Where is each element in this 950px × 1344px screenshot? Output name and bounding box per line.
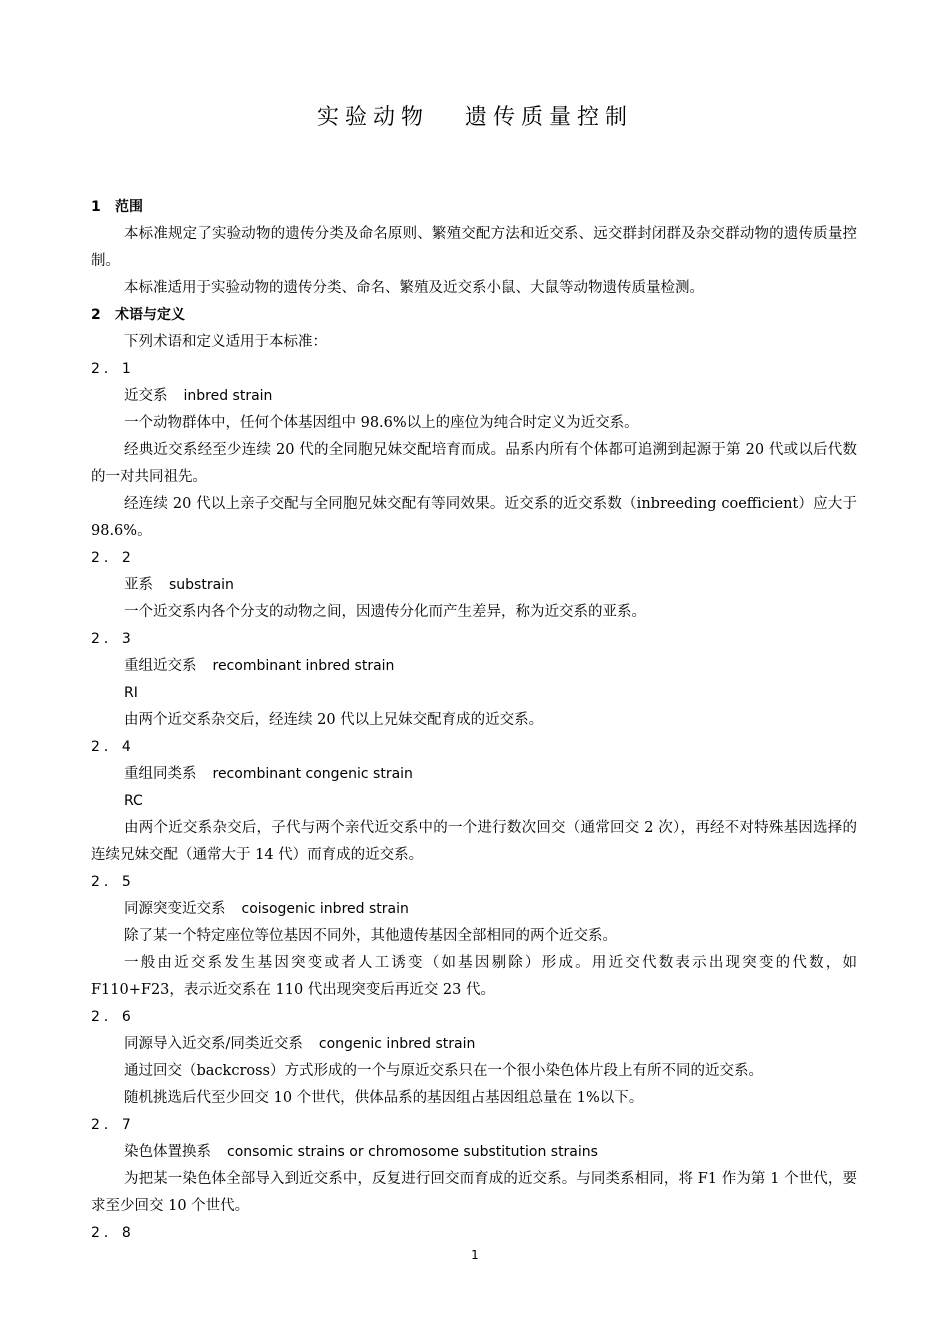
- section-2-intro: 下列术语和定义适用于本标准：: [124, 334, 327, 350]
- term-2-4-paragraph-1: 由两个近交系杂交后，子代与两个亲代近交系中的一个进行数次回交（通常回交 2 次），再经不对特殊基因选择的连续兄妹交配（通常大于 14 代）而育成的近交系。: [91, 820, 857, 863]
- term-2-6-paragraph-1: 通过回交（backcross）方式形成的一个与原近交系只在一个很小染色体片段上有所不同的近交系。: [124, 1063, 763, 1079]
- term-2-3-paragraph-1: 由两个近交系杂交后，经连续 20 代以上兄妹交配育成的近交系。: [124, 712, 544, 728]
- term-2-7-paragraph-1: 为把某一染色体全部导入到近交系中，反复进行回交而育成的近交系。与同类系相同，将 F1 作为第 1 个世代，要求至少回交 10 个世代。: [91, 1171, 857, 1214]
- term-2-1-paragraph-1: 一个动物群体中，任何个体基因组中 98.6%以上的座位为纯合时定义为近交系。: [124, 415, 639, 431]
- title-part-1: 实验动物: [316, 105, 429, 130]
- section-1-heading: 1 范围: [91, 199, 143, 215]
- term-2-3-abbreviation: RI: [124, 685, 138, 701]
- term-2-3-title: 重组近交系 recombinant inbred strain: [124, 658, 395, 674]
- term-2-2-number: 2．2: [91, 550, 135, 566]
- term-2-6-number: 2．6: [91, 1009, 135, 1025]
- term-2-7-number: 2．7: [91, 1117, 135, 1133]
- term-2-6-paragraph-2: 随机挑选后代至少回交 10 个世代，供体品系的基因组占基因组总量在 1%以下。: [124, 1090, 644, 1106]
- term-2-3-number: 2．3: [91, 631, 135, 647]
- term-2-8-number: 2．8: [91, 1225, 135, 1241]
- term-2-4-abbreviation: RC: [124, 793, 143, 809]
- title-part-2: 遗传质量控制: [465, 105, 634, 130]
- term-2-1-paragraph-3: 经连续 20 代以上亲子交配与全同胞兄妹交配有等同效果。近交系的近交系数（inbreeding coefficient）应大于 98.6%。: [91, 496, 857, 539]
- section-2-heading: 2 术语与定义: [91, 307, 185, 323]
- term-2-5-paragraph-1: 除了某一个特定座位等位基因不同外，其他遗传基因全部相同的两个近交系。: [124, 928, 617, 944]
- term-2-5-title: 同源突变近交系 coisogenic inbred strain: [124, 901, 409, 917]
- section-1-paragraph-2: 本标准适用于实验动物的遗传分类、命名、繁殖及近交系小鼠、大鼠等动物遗传质量检测。: [124, 280, 704, 296]
- term-2-7-title: 染色体置换系 consomic strains or chromosome substitution strains: [124, 1144, 598, 1160]
- term-2-5-paragraph-2: 一般由近交系发生基因突变或者人工诱变（如基因剔除）形成。用近交代数表示出现突变的代数，如 F110+F23，表示近交系在 110 代出现突变后再近交 23 代。: [91, 955, 857, 998]
- term-2-1-number: 2．1: [91, 361, 135, 377]
- term-2-4-title: 重组同类系 recombinant congenic strain: [124, 766, 413, 782]
- term-2-6-title: 同源导入近交系/同类近交系 congenic inbred strain: [124, 1036, 476, 1052]
- term-2-4-number: 2．4: [91, 739, 135, 755]
- page-title: [0, 100, 950, 131]
- term-2-5-number: 2．5: [91, 874, 135, 890]
- document-body: [91, 194, 857, 1247]
- term-2-1-title: 近交系 inbred strain: [124, 388, 273, 404]
- page-number: 1: [471, 1248, 479, 1262]
- term-2-2-paragraph-1: 一个近交系内各个分支的动物之间，因遗传分化而产生差异，称为近交系的亚系。: [124, 604, 646, 620]
- term-2-2-title: 亚系 substrain: [124, 577, 234, 593]
- section-1-paragraph-1: 本标准规定了实验动物的遗传分类及命名原则、繁殖交配方法和近交系、远交群封闭群及杂交群动物的遗传质量控制。: [91, 226, 857, 269]
- term-2-1-paragraph-2: 经典近交系经至少连续 20 代的全同胞兄妹交配培育而成。品系内所有个体都可追溯到起源于第 20 代或以后代数的一对共同祖先。: [91, 442, 857, 485]
